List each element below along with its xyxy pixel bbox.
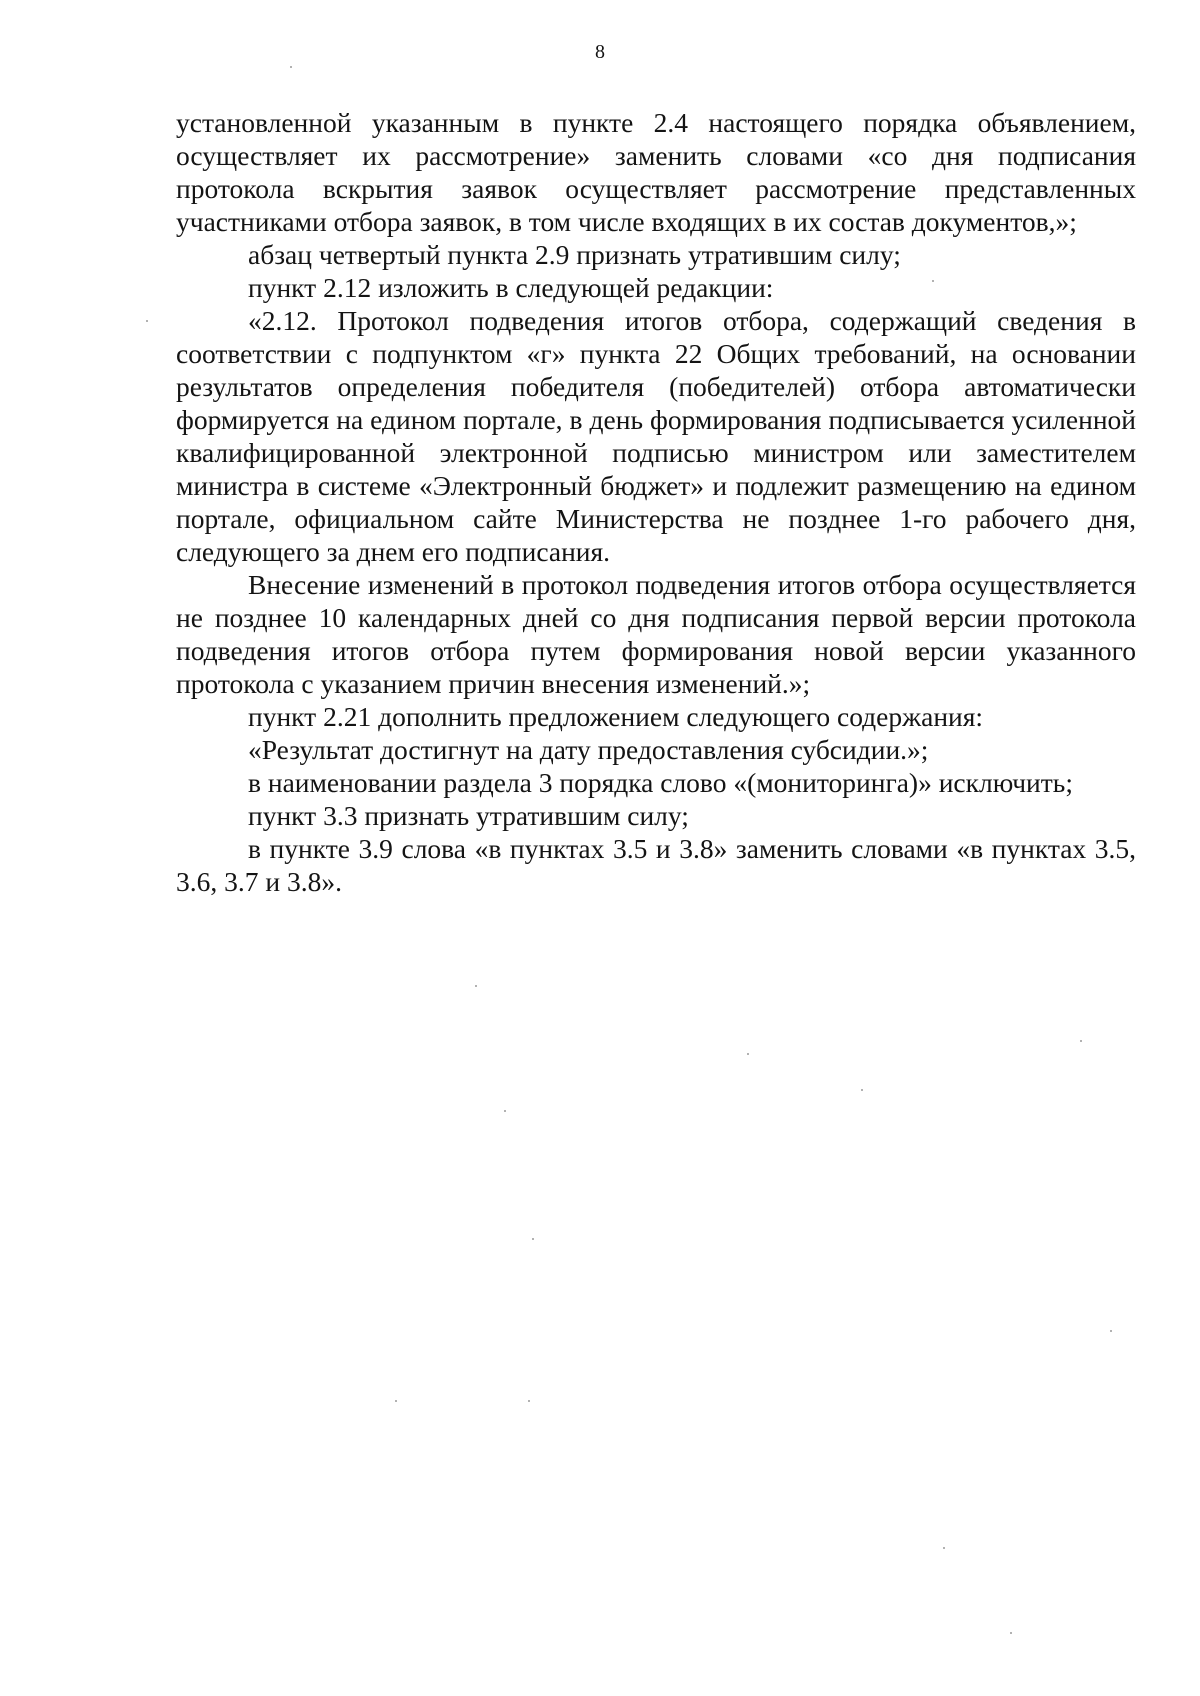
scan-speck — [861, 1089, 863, 1091]
scan-speck — [504, 1110, 506, 1112]
paragraph-item-3-9: в пункте 3.9 слова «в пунктах 3.5 и 3.8» заменить словами «в пунктах 3.5, 3.6, 3.7 и 3.8». — [176, 833, 1136, 897]
scan-speck — [528, 1400, 530, 1402]
scan-speck — [290, 66, 292, 68]
scan-speck — [1010, 1632, 1012, 1634]
paragraph-protocol-changes: Внесение изменений в протокол подведения итогов отбора осуществляется не позднее 10 календарных дней со дня подписания первой версии протокола подведения итогов отбора путем формирования новой версии указанного протокола с указанием причин внесения изменений.»; — [176, 569, 1136, 699]
paragraph-item-2-12-text: «2.12. Протокол подведения итогов отбора, содержащий сведения в соответствии с подпунктом «г» пункта 22 Общих требований, на основании результатов определения победителя (победителей) отбора автоматически формируется на едином портале, в день формирования подписывается усиленной квалифицированной электронной подписью министром или заместителем министра в системе «Электронный бюджет» и подлежит размещению на едином портале, официальном сайте Министерства не позднее 1-го рабочего дня, следующего за днем его подписания. — [176, 305, 1136, 567]
paragraph-result-text: «Результат достигнут на дату предоставления субсидии.»; — [248, 734, 929, 765]
paragraph-continuation: установленной указанным в пункте 2.4 настоящего порядка объявлением, осуществляет их рассмотрение» заменить словами «со дня подписания протокола вскрытия заявок осуществляет рассмотрение представленных участниками отбора заявок, в том числе входящих в их состав документов,»; — [176, 107, 1136, 237]
paragraph-item-2-21: пункт 2.21 дополнить предложением следующего содержания: — [248, 701, 984, 732]
scan-speck — [747, 1053, 749, 1055]
scan-speck — [943, 1547, 945, 1549]
paragraph-section-3-title: в наименовании раздела 3 порядка слово «(мониторинга)» исключить; — [248, 767, 1073, 798]
paragraph-item-3-3: пункт 3.3 признать утратившим силу; — [248, 800, 689, 831]
document-body — [176, 106, 1136, 898]
scan-speck — [475, 985, 477, 987]
page-number: 8 — [595, 41, 605, 63]
paragraph-item-2-12: пункт 2.12 изложить в следующей редакции: — [248, 272, 774, 303]
scan-speck — [932, 280, 934, 282]
scan-speck — [532, 1238, 534, 1240]
scan-speck — [1110, 1330, 1112, 1332]
scan-speck — [1080, 1040, 1082, 1042]
scan-speck — [146, 320, 148, 322]
paragraph-item-2-9: абзац четвертый пункта 2.9 признать утратившим силу; — [248, 239, 901, 270]
scan-speck — [395, 1400, 397, 1402]
